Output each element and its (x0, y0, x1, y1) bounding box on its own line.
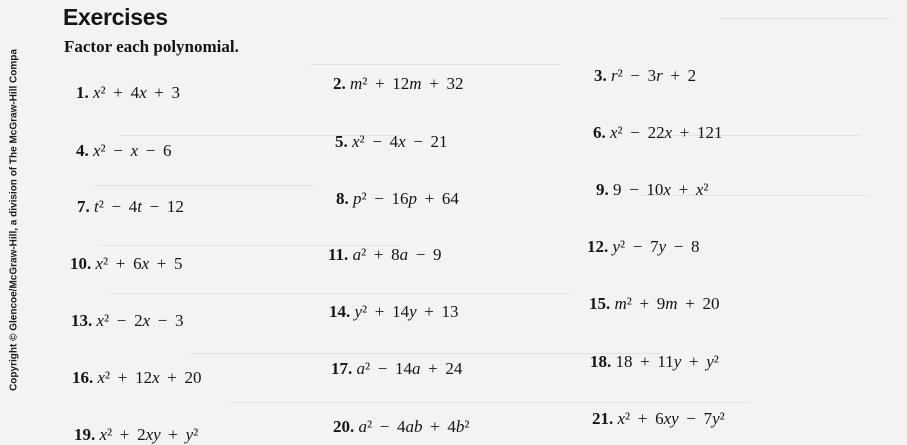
problem-number: 5. (335, 132, 348, 151)
problem-expression: a² − 4ab + 4b² (358, 417, 470, 436)
copyright-text: Copyright © Glencoe/McGraw-Hill, a division of The McGraw-Hill Compa (8, 49, 20, 391)
problem-expression: y² + 14y + 13 (354, 302, 459, 321)
problem-4 (76, 141, 172, 161)
problem-number: 9. (596, 180, 609, 199)
problem-8 (336, 189, 459, 209)
problem-7 (77, 197, 184, 217)
problem-number: 8. (336, 189, 349, 208)
problem-expression: m² + 9m + 20 (614, 294, 720, 313)
problem-17 (331, 359, 462, 379)
problem-number: 14. (329, 302, 351, 321)
problem-number: 21. (592, 409, 614, 428)
problem-expression: x² + 12x + 20 (97, 368, 202, 387)
problem-expression: x² − 2x − 3 (96, 311, 184, 330)
problem-10 (70, 254, 183, 274)
problem-expression: r² − 3r + 2 (611, 66, 697, 85)
problem-expression: x² + 4x + 3 (93, 83, 181, 102)
problem-number: 19. (74, 425, 96, 444)
problem-number: 3. (594, 66, 607, 85)
problem-number: 1. (76, 83, 89, 102)
problem-expression: x² + 6xy − 7y² (617, 409, 725, 428)
problem-expression: x² + 6x + 5 (95, 254, 183, 273)
instruction-text: Factor each polynomial. (64, 37, 239, 56)
problem-expression: x² + 2xy + y² (99, 425, 199, 444)
problem-expression: a² − 14a + 24 (356, 359, 463, 378)
problem-expression: a² + 8a − 9 (352, 245, 442, 264)
problem-19 (74, 425, 198, 445)
problem-number: 4. (76, 141, 89, 160)
problem-number: 18. (590, 352, 612, 371)
problem-3 (594, 66, 696, 86)
problem-number: 20. (333, 417, 355, 436)
problem-expression: t² − 4t − 12 (94, 197, 184, 216)
problem-15 (589, 294, 719, 314)
problem-18 (590, 352, 719, 372)
problem-expression: x² − x − 6 (93, 141, 172, 160)
problem-14 (329, 302, 459, 322)
problem-11 (328, 245, 441, 265)
problem-expression: x² − 4x − 21 (352, 132, 448, 151)
problem-expression: x² − 22x + 121 (610, 123, 723, 142)
problem-expression: y² − 7y − 8 (612, 237, 700, 256)
problem-number: 17. (331, 359, 353, 378)
problem-16 (72, 368, 202, 388)
problem-expression: m² + 12m + 32 (350, 74, 464, 93)
problem-13 (71, 311, 184, 331)
problem-number: 10. (70, 254, 92, 273)
problem-20 (333, 417, 470, 437)
problem-1 (76, 83, 180, 103)
problem-number: 7. (77, 197, 90, 216)
problem-number: 2. (333, 74, 346, 93)
problem-number: 12. (587, 237, 609, 256)
problem-6 (593, 123, 723, 143)
problem-9 (596, 180, 709, 200)
problem-5 (335, 132, 448, 152)
problem-21 (592, 409, 725, 429)
problem-number: 16. (72, 368, 94, 387)
problem-number: 13. (71, 311, 93, 330)
problem-number: 15. (589, 294, 611, 313)
problem-12 (587, 237, 700, 257)
problem-expression: 9 − 10x + x² (613, 180, 709, 199)
problem-expression: p² − 16p + 64 (353, 189, 459, 208)
page-title: Exercises (63, 4, 168, 30)
problem-expression: 18 + 11y + y² (615, 352, 719, 371)
copyright-sidebar (6, 0, 22, 445)
problem-2 (333, 74, 463, 94)
problem-number: 6. (593, 123, 606, 142)
problem-number: 11. (328, 245, 349, 264)
